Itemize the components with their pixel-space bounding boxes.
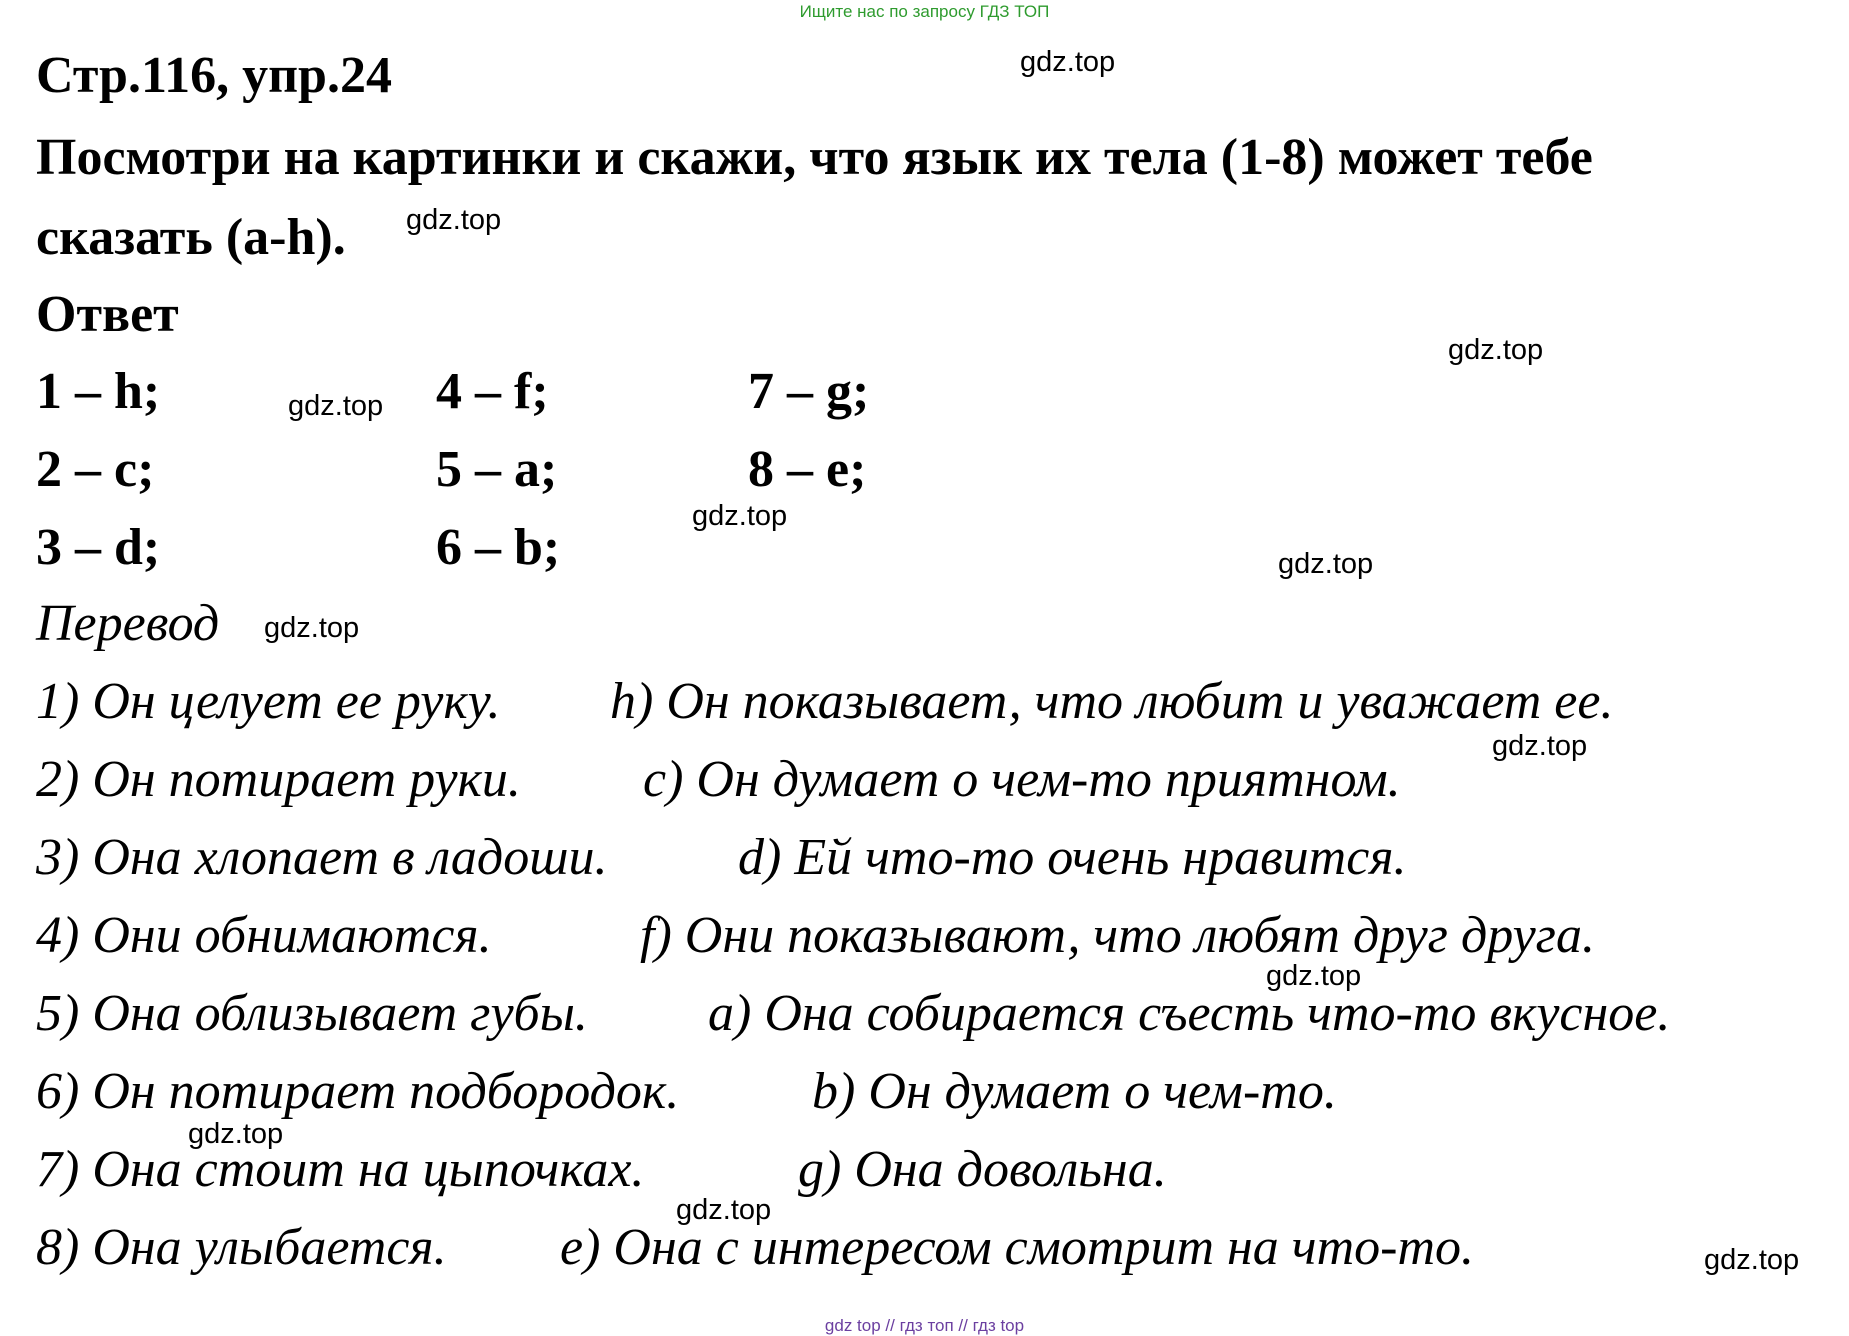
translation-right-6: b) Он думает о чем-то. — [812, 1063, 1337, 1120]
translation-right-4: f) Они показывают, что любят друг друга. — [640, 907, 1595, 964]
answer-2: 2 – c; — [36, 441, 155, 498]
answer-8: 8 – e; — [748, 441, 867, 498]
bottom-banner: gdz top // гдз топ // гдз top — [824, 1316, 1025, 1335]
watermark: gdz.top — [288, 390, 384, 422]
translation-left-5: 5) Она облизывает губы. — [36, 985, 588, 1042]
watermark: gdz.top — [1020, 46, 1116, 78]
watermark: gdz.top — [406, 204, 502, 236]
answer-3: 3 – d; — [36, 519, 161, 576]
translation-left-3: 3) Она хлопает в ладоши. — [36, 829, 608, 886]
watermark: gdz.top — [1492, 730, 1588, 762]
answer-1: 1 – h; — [36, 363, 161, 420]
task-line-2: сказать (a-h). — [36, 209, 346, 266]
watermark: gdz.top — [188, 1118, 284, 1150]
translation-left-7: 7) Она стоит на цыпочках. — [36, 1141, 645, 1198]
top-banner: Ищите нас по запросу ГДЗ ТОП — [799, 2, 1050, 21]
watermark: gdz.top — [676, 1194, 772, 1226]
translation-heading: Перевод — [36, 595, 220, 652]
translation-left-4: 4) Они обнимаются. — [36, 907, 492, 964]
translation-right-8: e) Она с интересом смотрит на что-то. — [560, 1219, 1475, 1276]
translation-right-2: c) Он думает о чем-то приятном. — [643, 751, 1401, 808]
answer-heading: Ответ — [36, 286, 179, 343]
watermark: gdz.top — [1448, 334, 1544, 366]
translation-left-6: 6) Он потирает подбородок. — [36, 1063, 680, 1120]
translation-right-5: a) Она собирается съесть что-то вкусное. — [708, 985, 1671, 1042]
translation-left-8: 8) Она улыбается. — [36, 1219, 447, 1276]
watermark: gdz.top — [1266, 960, 1362, 992]
page-title: Стр.116, упр.24 — [36, 47, 392, 104]
watermark: gdz.top — [264, 612, 360, 644]
watermark: gdz.top — [1704, 1244, 1800, 1276]
translation-left-1: 1) Он целует ее руку. — [36, 673, 501, 730]
translation-left-2: 2) Он потирает руки. — [36, 751, 521, 808]
answer-7: 7 – g; — [748, 363, 870, 420]
answer-4: 4 – f; — [436, 363, 549, 420]
watermark: gdz.top — [1278, 548, 1374, 580]
answer-5: 5 – a; — [436, 441, 558, 498]
translation-right-1: h) Он показывает, что любит и уважает ее. — [610, 673, 1614, 730]
translation-right-3: d) Ей что-то очень нравится. — [738, 829, 1407, 886]
watermark: gdz.top — [692, 500, 788, 532]
answer-6: 6 – b; — [436, 519, 561, 576]
task-line-1: Посмотри на картинки и скажи, что язык их тела (1-8) может тебе — [36, 129, 1593, 186]
translation-right-7: g) Она довольна. — [798, 1141, 1167, 1198]
